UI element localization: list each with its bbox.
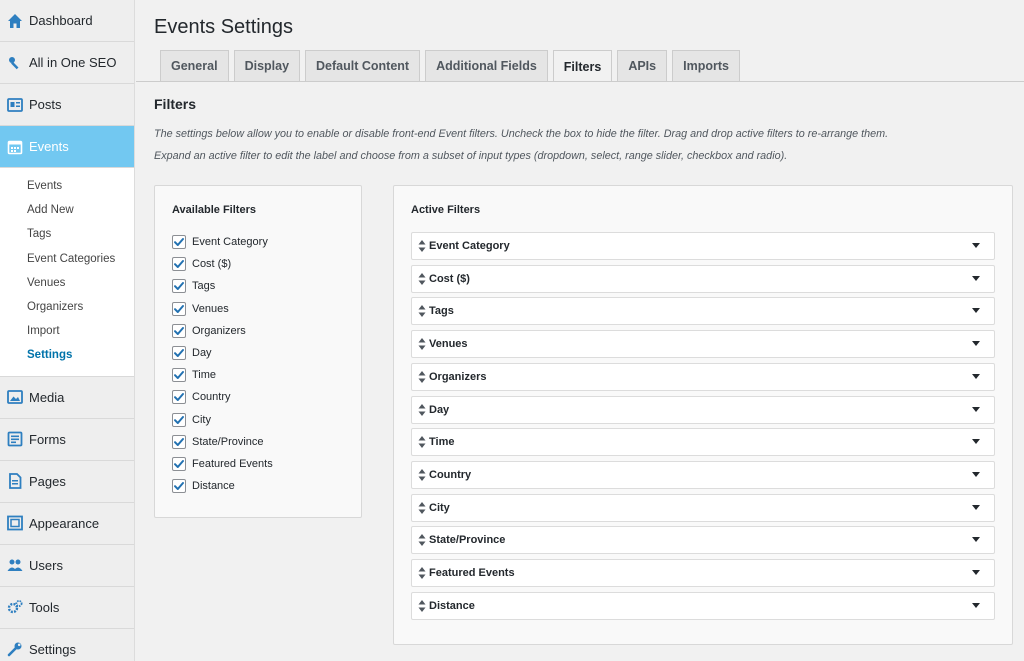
caret-down-icon[interactable]: [972, 407, 980, 412]
active-filter-row[interactable]: [411, 428, 995, 456]
drag-handle-icon[interactable]: [417, 403, 427, 417]
menu-users[interactable]: [0, 545, 134, 587]
menu-tools-label: Tools: [29, 599, 60, 615]
main-content: [136, 0, 1024, 661]
filter-checkbox[interactable]: [172, 479, 186, 493]
filter-checkbox-label: City: [192, 413, 211, 426]
active-filter-row[interactable]: [411, 232, 995, 260]
settings-icon: [6, 640, 24, 658]
active-filter-label: Organizers: [429, 370, 487, 383]
drag-handle-icon[interactable]: [417, 435, 427, 449]
tab-general[interactable]: General: [160, 50, 229, 81]
filter-checkbox-label: Day: [192, 347, 212, 359]
submenu-settings[interactable]: Settings: [27, 349, 73, 362]
filter-checkbox-label: Distance: [192, 480, 235, 493]
tab-apis[interactable]: APIs: [617, 50, 667, 81]
events-submenu: [0, 168, 134, 377]
available-filters-panel: [154, 185, 362, 518]
filter-checkbox-label: Event Category: [192, 236, 268, 248]
section-title: Filters: [154, 96, 197, 112]
menu-tools[interactable]: [0, 587, 134, 629]
menu-pages-label: Pages: [29, 473, 66, 489]
caret-down-icon[interactable]: [972, 505, 980, 510]
checkmark-icon: [173, 480, 185, 492]
filter-checkbox[interactable]: [172, 279, 186, 293]
checkmark-icon: [173, 258, 185, 270]
checkmark-icon: [173, 436, 185, 448]
appearance-icon: [6, 514, 24, 532]
caret-down-icon[interactable]: [972, 308, 980, 313]
settings-tabs: [160, 50, 745, 81]
active-filters-panel: [393, 185, 1013, 645]
drag-handle-icon[interactable]: [417, 501, 427, 515]
filter-checkbox[interactable]: [172, 324, 186, 338]
active-filter-row[interactable]: [411, 396, 995, 424]
drag-handle-icon[interactable]: [417, 337, 427, 351]
checkmark-icon: [173, 414, 185, 426]
menu-media-label: Media: [29, 389, 65, 405]
tab-filters[interactable]: Filters: [553, 50, 613, 82]
available-filter-item: [172, 345, 212, 361]
submenu-import[interactable]: Import: [27, 325, 60, 338]
filter-checkbox[interactable]: [172, 457, 186, 471]
admin-sidebar: [0, 0, 135, 661]
submenu-events[interactable]: Events: [27, 180, 63, 193]
active-filter-label: Featured Events: [429, 567, 515, 579]
active-filter-label: Event Category: [429, 240, 510, 252]
caret-down-icon[interactable]: [972, 472, 980, 477]
active-filter-label: Distance: [429, 599, 475, 612]
active-filter-label: Day: [429, 403, 450, 416]
forms-icon: [6, 430, 24, 448]
posts-icon: [6, 96, 24, 114]
seo-icon: [6, 54, 24, 72]
tab-imports[interactable]: Imports: [672, 50, 740, 81]
active-filter-label: City: [429, 501, 450, 514]
active-filter-row[interactable]: [411, 592, 995, 620]
caret-down-icon[interactable]: [972, 374, 980, 379]
tab-divider: [136, 81, 1024, 82]
available-filter-item: [172, 434, 264, 450]
caret-down-icon[interactable]: [972, 537, 980, 542]
caret-down-icon[interactable]: [972, 603, 980, 608]
filter-checkbox[interactable]: [172, 302, 186, 316]
submenu-organizers[interactable]: Organizers: [27, 301, 84, 314]
menu-forms-label: Forms: [29, 431, 66, 447]
filter-checkbox[interactable]: [172, 346, 186, 360]
drag-handle-icon[interactable]: [417, 272, 427, 286]
available-filter-item: [172, 367, 216, 383]
menu-events-label: Events: [29, 139, 69, 154]
menu-users-label: Users: [29, 557, 63, 573]
active-filter-label: State/Province: [429, 534, 506, 547]
calendar-icon: [6, 138, 24, 156]
active-filter-label: Country: [429, 468, 472, 481]
checkmark-icon: [173, 325, 185, 337]
menu-dashboard-label: Dashboard: [29, 13, 93, 28]
description-line-2: Expand an active filter to edit the label and choose from a subset of input types (dropdown, select, range slider, checkbox and radio).: [154, 150, 788, 162]
active-filter-row[interactable]: [411, 526, 995, 554]
menu-posts-label: Posts: [29, 97, 62, 112]
filter-checkbox[interactable]: [172, 413, 186, 427]
tools-icon: [6, 598, 24, 616]
drag-handle-icon[interactable]: [417, 239, 427, 253]
page-title: Events Settings: [154, 16, 293, 38]
filter-checkbox[interactable]: [172, 390, 186, 404]
menu-settings-label: Settings: [29, 641, 76, 657]
available-filter-item: [172, 256, 231, 272]
filter-checkbox[interactable]: [172, 257, 186, 271]
users-icon: [6, 556, 24, 574]
submenu-add-new[interactable]: Add New: [27, 204, 74, 217]
filter-checkbox-label: Organizers: [192, 324, 246, 337]
menu-appearance-label: Appearance: [29, 515, 100, 531]
active-filter-row[interactable]: [411, 297, 995, 325]
available-filter-item: [172, 234, 268, 250]
filter-checkbox-label: Country: [192, 391, 231, 404]
active-filter-label: Cost ($): [429, 272, 470, 285]
filter-checkbox-label: Venues: [192, 302, 229, 315]
available-filter-item: [172, 456, 273, 472]
caret-down-icon[interactable]: [972, 341, 980, 346]
available-filter-item: [172, 278, 215, 294]
caret-down-icon[interactable]: [972, 243, 980, 248]
checkmark-icon: [173, 347, 185, 359]
drag-handle-icon[interactable]: [417, 533, 427, 547]
filter-checkbox-label: Featured Events: [192, 458, 273, 470]
filter-checkbox[interactable]: [172, 435, 186, 449]
available-filter-item: [172, 412, 211, 428]
menu-dashboard[interactable]: [0, 0, 134, 42]
checkmark-icon: [173, 303, 185, 315]
drag-handle-icon[interactable]: [417, 370, 427, 384]
checkmark-icon: [173, 458, 185, 470]
menu-appearance[interactable]: [0, 503, 134, 545]
active-filter-label: Time: [429, 436, 455, 449]
checkmark-icon: [173, 280, 185, 292]
filter-checkbox-label: Time: [192, 369, 217, 382]
caret-down-icon[interactable]: [972, 276, 980, 281]
active-filter-row[interactable]: [411, 265, 995, 293]
submenu-tags[interactable]: Tags: [27, 228, 52, 241]
description-line-1: The settings below allow you to enable or disable front-end Event filters. Uncheck the box to hide the filter. Drag and drop active filters to re-arrange them.: [154, 128, 889, 140]
drag-handle-icon[interactable]: [417, 468, 427, 482]
filter-checkbox[interactable]: [172, 235, 186, 249]
drag-handle-icon[interactable]: [417, 304, 427, 318]
menu-seo-label: All in One SEO: [29, 55, 117, 70]
available-filter-item: [172, 323, 246, 339]
active-filter-label: Tags: [429, 305, 454, 318]
tab-default-content[interactable]: Default Content: [305, 50, 420, 81]
menu-posts[interactable]: [0, 84, 134, 126]
active-filter-row[interactable]: [411, 559, 995, 587]
filter-checkbox-label: Cost ($): [192, 258, 232, 271]
caret-down-icon[interactable]: [972, 439, 980, 444]
checkmark-icon: [173, 236, 185, 248]
checkmark-icon: [173, 391, 185, 403]
submenu-event-categories[interactable]: Event Categories: [27, 252, 116, 265]
menu-pages[interactable]: [0, 461, 134, 503]
available-filter-item: [172, 478, 235, 494]
active-filters-title: Active Filters: [411, 204, 481, 216]
tab-additional-fields[interactable]: Additional Fields: [425, 50, 548, 81]
menu-forms[interactable]: [0, 419, 134, 461]
filter-checkbox-label: State/Province: [192, 435, 264, 448]
available-filters-title: Available Filters: [172, 204, 256, 216]
caret-down-icon[interactable]: [972, 570, 980, 575]
available-filter-item: [172, 389, 231, 405]
tab-display[interactable]: Display: [234, 50, 300, 81]
filter-checkbox-label: Tags: [192, 280, 216, 293]
drag-handle-icon[interactable]: [417, 566, 427, 580]
filter-checkbox[interactable]: [172, 368, 186, 382]
drag-handle-icon[interactable]: [417, 599, 427, 613]
active-filter-row[interactable]: [411, 330, 995, 358]
active-filter-label: Venues: [429, 338, 468, 351]
pages-icon: [6, 472, 24, 490]
active-filter-row[interactable]: [411, 363, 995, 391]
checkmark-icon: [173, 369, 185, 381]
menu-media[interactable]: [0, 377, 134, 419]
menu-events[interactable]: [0, 126, 134, 168]
available-filter-item: [172, 301, 229, 317]
menu-settings[interactable]: [0, 629, 134, 661]
submenu-venues[interactable]: Venues: [27, 276, 66, 289]
media-icon: [6, 388, 24, 406]
home-icon: [6, 12, 24, 30]
active-filter-row[interactable]: [411, 461, 995, 489]
menu-all-in-one-seo[interactable]: [0, 42, 134, 84]
active-filter-row[interactable]: [411, 494, 995, 522]
